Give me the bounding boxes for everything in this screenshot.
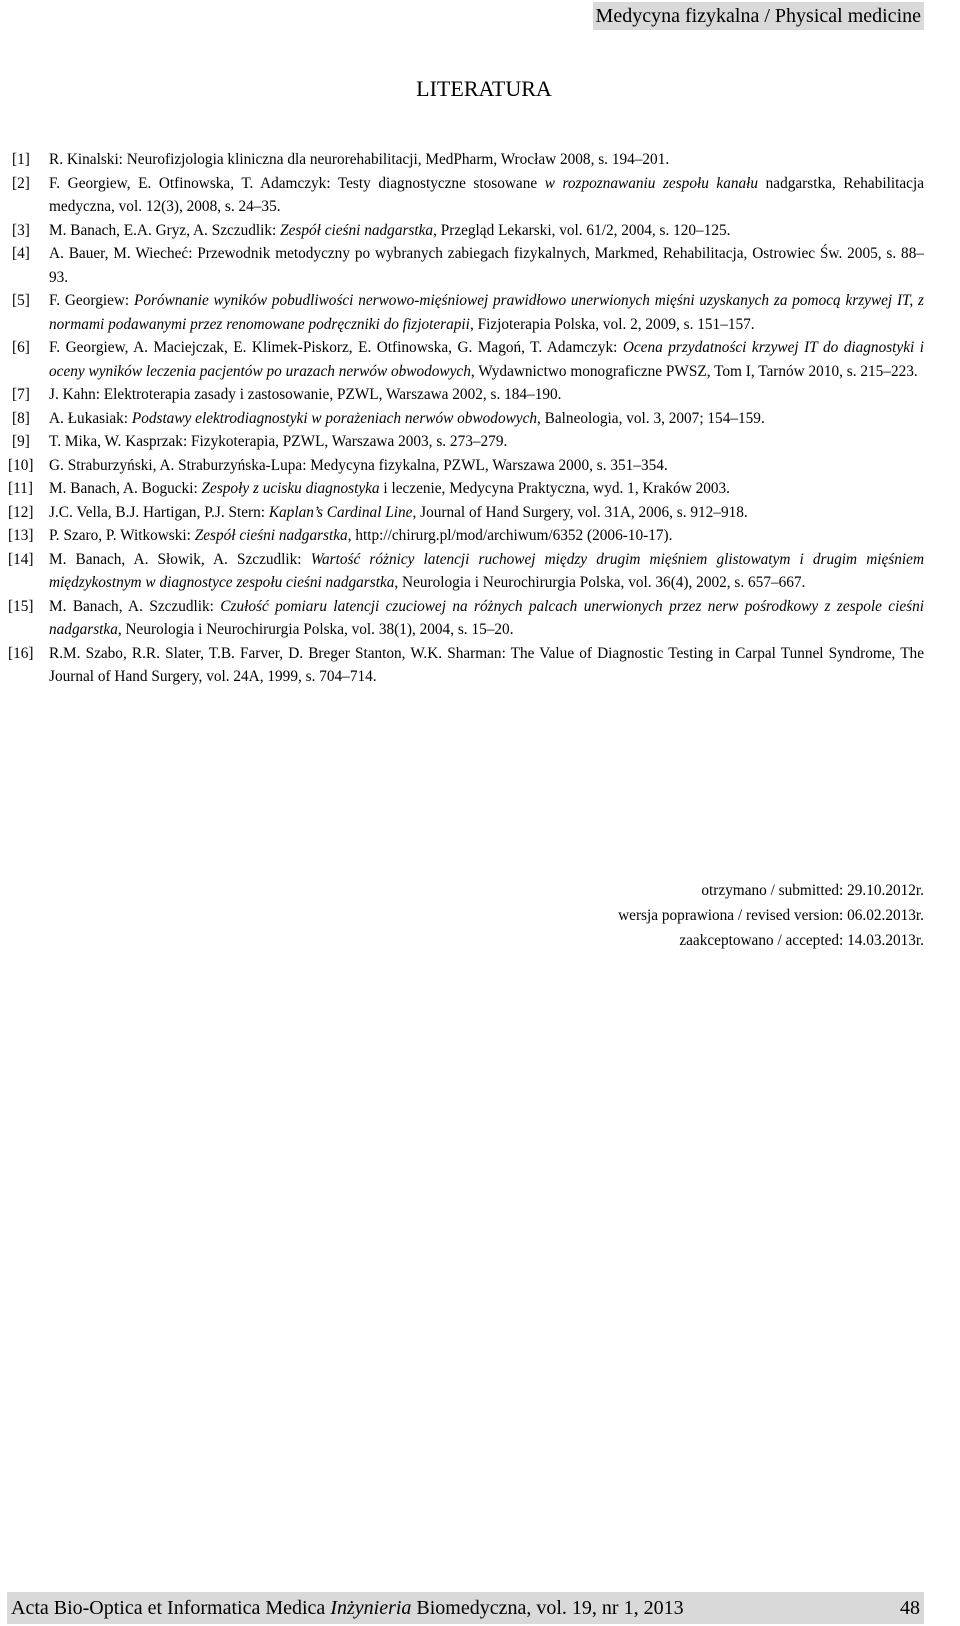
reference-text: J.C. Vella, B.J. Hartigan, P.J. Stern:: [49, 503, 269, 521]
reference-text: R.M. Szabo, R.R. Slater, T.B. Farver, D. Breger Stanton, W.K. Sharman: The Value of Diagnostic Testing in Carpal Tunnel Syndrome, The Journal of Hand Surgery, vol. 24A, 1999, s. 704–714.: [49, 644, 924, 685]
reference-title: w rozpoznawaniu zespołu kanału: [544, 174, 759, 192]
reference-number: [3]: [12, 221, 30, 239]
reference-item: [12, 172, 924, 219]
reference-title: Kaplan’s Cardinal Line: [268, 503, 413, 521]
reference-number: [5]: [12, 292, 30, 309]
submitted-date: otrzymano / submitted: 29.10.2012r.: [701, 882, 924, 899]
reference-number: [1]: [12, 151, 30, 168]
reference-text: M. Banach, A. Słowik, A. Szczudlik:: [49, 550, 311, 568]
reference-number: [14]: [8, 550, 34, 568]
journal-name-italic: Inżynieria: [330, 1597, 412, 1619]
journal-name-part: Acta Bio-Optica et Informatica Medica: [11, 1597, 331, 1619]
reference-item: [8, 548, 924, 595]
reference-text: F. Georgiew:: [49, 292, 134, 309]
reference-item: [8, 524, 924, 548]
reference-number: [12]: [8, 503, 34, 521]
running-header: Medycyna fizykalna / Physical medicine: [593, 2, 924, 30]
reference-text: A. Bauer, M. Wiecheć: Przewodnik metodyczny po wybranych zabiegach fizykalnych, Markmed, Rehabilitacja, Ostrowiec Św. 2005, s. 88–93.: [49, 245, 924, 286]
reference-text: , Journal of Hand Surgery, vol. 31A, 2006, s. 912–918.: [412, 503, 748, 521]
reference-text: M. Banach, A. Bogucki:: [49, 480, 202, 497]
reference-item: [12, 407, 924, 431]
reference-number: [13]: [8, 527, 34, 544]
reference-title: Ocena przydatności krzywej IT do diagnostyki i oceny wyników leczenia pacjentów po urazach nerwów obwodowych: [49, 339, 924, 380]
reference-text: F. Georgiew, A. Maciejczak, E. Klimek-Piskorz, E. Otfinowska, G. Magoń, T. Adamczyk:: [49, 339, 623, 356]
reference-text: G. Straburzyński, A. Straburzyńska-Lupa: Medycyna fizykalna, PZWL, Warszawa 2000, s. 351–354.: [49, 456, 668, 474]
reference-item: [12, 148, 924, 172]
reference-number: [6]: [12, 339, 30, 356]
reference-text: P. Szaro, P. Witkowski:: [49, 527, 195, 544]
reference-number: [10]: [8, 456, 34, 474]
reference-text: , Neurologia i Neurochirurgia Polska, vol. 38(1), 2004, s. 15–20.: [117, 621, 514, 638]
revised-date: wersja poprawiona / revised version: 06.02.2013r.: [618, 907, 924, 924]
reference-text: , Balneologia, vol. 3, 2007; 154–159.: [537, 409, 765, 427]
reference-text: nadgarstka, Rehabilitacja medyczna, vol. 12(3), 2008, s. 24–35.: [49, 174, 924, 215]
reference-text: , Przegląd Lekarski, vol. 61/2, 2004, s. 120–125.: [433, 221, 731, 239]
accepted-date: zaakceptowano / accepted: 14.03.2013r.: [679, 932, 924, 949]
reference-number: [4]: [12, 245, 30, 262]
reference-title: Czułość pomiaru latencji czuciowej na różnych palcach unerwionych przez nerw pośrodkowy z zespole cieśni nadgarstka: [49, 597, 924, 638]
reference-number: [8]: [12, 409, 30, 427]
reference-title: Porównanie wyników pobudliwości nerwowo-mięśniowej prawidłowo unerwionych mięśni uzyskanych za pomocą krzywej IT, z normami podawanymi przez renomowane podręczniki do fizjoterapii: [49, 292, 924, 333]
reference-item: [12, 430, 924, 454]
reference-item: [12, 219, 924, 243]
reference-text: i leczenie, Medycyna Praktyczna, wyd. 1, Kraków 2003.: [379, 480, 730, 497]
reference-text: , Neurologia i Neurochirurgia Polska, vol. 36(4), 2002, s. 657–667.: [394, 574, 806, 591]
reference-item: [8, 477, 924, 501]
reference-item: [8, 454, 924, 478]
reference-number: [16]: [8, 644, 34, 662]
reference-title: Zespół cieśni nadgarstka: [280, 221, 434, 239]
reference-text: J. Kahn: Elektroterapia zasady i zastosowanie, PZWL, Warszawa 2002, s. 184–190.: [49, 386, 562, 403]
reference-text: F. Georgiew, E. Otfinowska, T. Adamczyk: Testy diagnostyczne stosowane: [49, 174, 545, 192]
reference-text: T. Mika, W. Kasprzak: Fizykoterapia, PZWL, Warszawa 2003, s. 273–279.: [49, 433, 508, 450]
reference-title: Podstawy elektrodiagnostyki w porażeniach nerwów obwodowych: [131, 409, 538, 427]
reference-title: Zespoły z ucisku diagnostyka: [201, 480, 380, 497]
reference-number: [11]: [8, 480, 33, 497]
reference-item: [12, 289, 924, 336]
reference-number: [7]: [12, 386, 30, 403]
article-dates: [618, 878, 924, 953]
reference-number: [2]: [12, 174, 30, 192]
reference-list: [8, 148, 924, 689]
reference-text: , Wydawnictwo monograficzne PWSZ, Tom I, Tarnów 2010, s. 215–223.: [470, 362, 918, 380]
reference-item: [12, 242, 924, 289]
reference-text: , http://chirurg.pl/mod/archiwum/6352 (2006-10-17).: [347, 527, 673, 544]
reference-item: [12, 383, 924, 407]
reference-title: Zespół cieśni nadgarstka: [194, 527, 348, 544]
journal-footer: [7, 1592, 924, 1624]
reference-text: , Fizjoterapia Polska, vol. 2, 2009, s. 151–157.: [469, 315, 755, 333]
reference-item: [8, 642, 924, 689]
reference-title: Wartość różnicy latencji ruchowej między drugim mięśniem glistowatym i drugim mięśniem międzykostnym w diagnostyce zespołu cieśni nadgarstka: [49, 550, 924, 591]
reference-item: [8, 595, 924, 642]
page-number: 48: [900, 1597, 920, 1619]
reference-text: A. Łukasiak:: [49, 409, 132, 427]
reference-number: [15]: [8, 597, 34, 615]
reference-item: [8, 501, 924, 525]
reference-item: [12, 336, 924, 383]
section-title: LITERATURA: [416, 76, 552, 101]
journal-name: [11, 1592, 684, 1624]
reference-text: M. Banach, E.A. Gryz, A. Szczudlik:: [49, 221, 281, 239]
reference-number: [9]: [12, 433, 30, 450]
journal-name-part: Biomedyczna, vol. 19, nr 1, 2013: [411, 1597, 684, 1619]
reference-text: M. Banach, A. Szczudlik:: [49, 597, 221, 615]
reference-text: R. Kinalski: Neurofizjologia kliniczna dla neurorehabilitacji, MedPharm, Wrocław 2008, s. 194–201.: [49, 151, 670, 168]
